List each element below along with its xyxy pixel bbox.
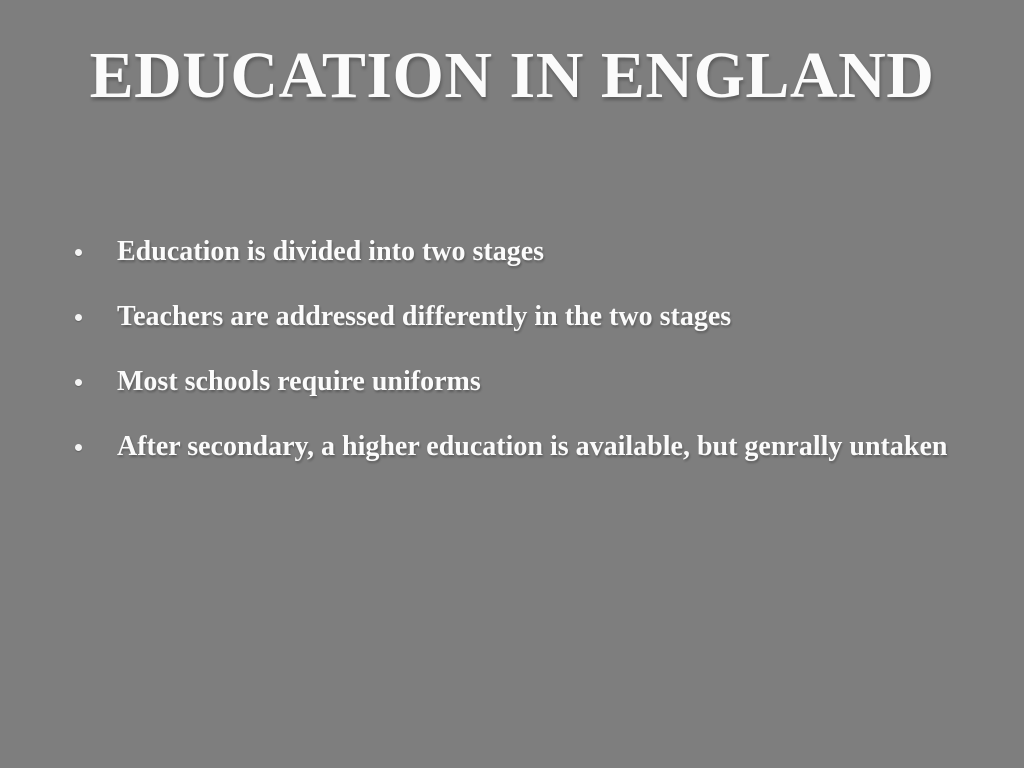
bullet-item [75,364,995,400]
bullet-text: Education is divided into two stages [117,236,545,267]
bullet-dot-icon [75,379,82,386]
slide-title: EDUCATION IN ENGLAND [89,39,935,112]
bullet-text: After secondary, a higher education is available, but genrally untaken [117,431,948,462]
bullet-dot-icon [75,249,82,256]
slide [0,40,1024,768]
bullet-list [75,234,995,494]
bullet-text: Teachers are addressed differently in the two stages [117,301,732,332]
bullet-item [75,429,995,465]
bullet-item [75,299,995,335]
bullet-item [75,234,995,270]
bullet-dot-icon [75,314,82,321]
bullet-dot-icon [75,444,82,451]
bullet-text: Most schools require uniforms [117,366,481,397]
